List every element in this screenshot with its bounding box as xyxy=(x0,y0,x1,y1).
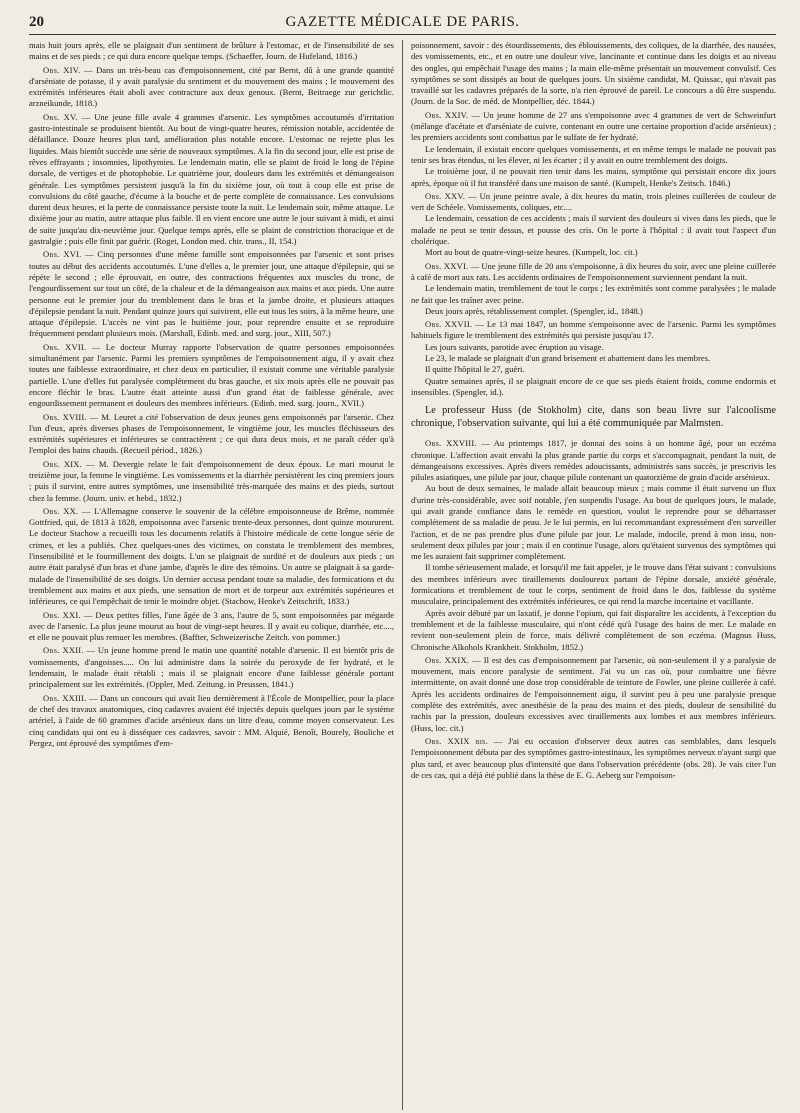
observation-paragraph xyxy=(29,65,394,110)
paragraph-text: — L'Allemagne conserve le souvenir de la célèbre empoisonneuse de Brême, nommée Gottfried, qui, de 1813 à 1828, empoisonna avec l'arsenic trente-deux personnes, dont quinze moururent. Le docteur Stachow a recueilli tous les documents relatifs à l'histoire médicale de cette longue série de crimes, et les a publiés. Chez quelques-unes des victimes, on constata le tremblement des membres, l'insensibilité et le fourmillement des doigts. L'un se plaignait de surdité et de douleurs aux pieds ; un autre était paralysé d'un bras et d'une jambe, d'après le dire des témoins. Un autre se plaignait à sa garde-malade de l'insensibilité de ses doigts. Un dernier accusa pendant toute sa maladie, des formications et du tremblement aux mains et aux pieds, une sensation de mort et de torpeur aux extrémités supérieures et inférieures, ce qui l'empêchait de tenir le moindre objet. (Stachow, Henke's Zeitschrift, 1833.) xyxy=(29,505,394,607)
paragraph-text: Mort au bout de quatre-vingt-seize heures. (Kumpelt, loc. cit.) xyxy=(425,247,638,258)
text-paragraph xyxy=(411,144,776,167)
paragraph-text: — Deux petites filles, l'une âgée de 3 ans, l'autre de 5, sont empoisonnées par mégarde avec de l'arsenic. La plus jeune mourut au bout de vingt-sept heures. Il y avait eu colique, diarrhée, etc...., et elle ne pouvait plus remuer les membres. (Baffter, Schweizerische Zeitch. von pommer.) xyxy=(29,609,394,643)
observation-paragraph xyxy=(29,342,394,410)
paragraph-text: — Un jeune homme prend le matin une quantité notable d'arsenic. Il est bientôt pris de vomissements, d'angoisses..... On lui administre dans la soirée du peroxyde de fer hydraté, et le lendemain, le malade était rétabli ; mais il se plaignait encore d'une faiblesse générale portant principalement sur les extrémités. (Oppler, Med. Zeitung. in Preussen, 1841.) xyxy=(29,645,394,690)
paragraph-text: — Cinq personnes d'une même famille sont empoisonnées par l'arsenic et sont prises toutes au début des accidents accoutumés. L'une d'elles a, le premier jour, une attaque d'épilepsie, qui se répète le second ; elle éprouvait, en outre, des contractions fréquentes aux muscles du tronc, de l'engourdissement sur tout un côté, de la chaleur et de la démangeaison aux mains et aux pieds. Une autre personne eut le premier jour du tremblement dans le bras et la jambe droite, et plusieurs attaques d'épilepsie pendant la nuit. Pendant quinze jours qui suivirent, elle eut tous les soirs, à la même heure, une attaque d'épilepsie. L'accès ne vint pas le huitième jour, pour reprendre ensuite et se reproduire fréquemment pendant plusieurs mois. (Marshall, Edinb. med. and surg. jour., XIII, 507.) xyxy=(29,249,394,339)
paragraph-text: Deux jours après, rétablissement complet. (Spengler, id., 1848.) xyxy=(425,305,643,316)
paragraph-text: — Un jeune homme de 27 ans s'empoisonne avec 4 grammes de vert de Schweinfurt (mélange d'acétate et d'arséniate de cuivre, contenant en outre une certaine proportion d'acide arsénieux) ; les premiers accidents sont combattus par le sulfate de fer hydraté. xyxy=(411,109,776,143)
paragraph-text: Le 23, le malade se plaignait d'un grand brisement et abattement dans les membres. xyxy=(425,353,711,364)
observation-paragraph xyxy=(29,610,394,644)
observation-label: Obs. XXVII. xyxy=(425,319,473,330)
paragraph-text: Le troisième jour, il ne pouvait rien tenir dans les mains, symptôme qui persistait encore dix jours après, époque où il fut transféré dans une maison de santé. (Kumpelt, Henke's Zeitsch. 1846.) xyxy=(411,166,776,188)
paragraph-text: Le professeur Huss (de Stokholm) cite, dans son beau livre sur l'alcoolisme chronique, l'observation suivante, qui lui a été communiquée par Malmsten. xyxy=(411,405,776,430)
text-paragraph xyxy=(411,376,776,399)
paragraph-text: Les jours suivants, parotide avec éruption au visage. xyxy=(425,341,604,352)
paragraph-text: — Une jeune fille avale 4 grammes d'arsenic. Les symptômes accoutumés d'irritation gastro-intestinale se produisent bientôt. Au bout de vingt-quatre heures, rémission notable, accidentée de défaillance. Douze heures plus tard, amélioration plus notable encore. L'estomac ne rejette plus les liquides. Mais bientôt succède une série de nouveaux symptômes. A la fin du second jour, elle est prise de rêves effrayants ; insomnies, lipothymies. Le lendemain matin, elle se plaint de froid le long de l'épine dorsale, de vertiges et de photophobie. Le quatrième jour, douleurs dans les extrémités et démangeaison générale. Les symptômes persistent jusqu'à la fin du sixième jour, où tout à coup elle est prise de convulsions du côté gauche, d'écume à la bouche et de perte complète de connaissance. Les convulsions durent deux heures, et la perte de connaissance persiste toute la nuit. Le lendemain soir, même attaque. Le dixième jour au matin, autre attaque plus faible. Il en vient encore une autre le jour suivant à midi, et ainsi de suite jusqu'au dix-neuvième jour. Quelque temps après, elle se plaint de constriction thoracique et de gastralgie ; puis elle finit par guérir. (Roget, London med. chir. trans., II, 154.) xyxy=(29,111,394,247)
observation-label: Obs. XVIII. xyxy=(43,411,87,422)
page-header xyxy=(29,14,776,35)
observation-label: Obs. XXIV. xyxy=(425,109,469,120)
observation-label: Obs. XV. xyxy=(43,111,78,122)
journal-title: GAZETTE MÉDICALE DE PARIS. xyxy=(285,14,520,30)
paragraph-text: — Le 13 mai 1847, un homme s'empoisonne avec de l'arsenic. Parmi les symptômes habituels figure le tremblement des extrémités qui persiste jusqu'au 17. xyxy=(411,319,776,341)
text-paragraph xyxy=(411,40,776,108)
paragraph-text: Après avoir débuté par un laxatif, je donne l'opium, qui fait disparaître les accidents, à l'exception du tremblement et de la faiblesse musculaire, qui n'ont cédé qu'à l'usage des bains de mer. Le malade en revient non-seulement plein de force, mais délivré complétement de son eczéma. (Magnus Huss, Chronische Alkohols Krankheit. Stokholm, 1852.) xyxy=(411,607,776,652)
paragraph-text: Le lendemain, cessation de ces accidents ; mais il survient des douleurs si vives dans les pieds, que le malade ne peut se tenir dessus, et pousse des cris. On le porte à l'hôpital : il avait tout l'aspect d'un cholérique. xyxy=(411,213,776,247)
paragraph-text: Le lendemain, il existait encore quelques vomissements, et en même temps le malade ne pouvait pas tenir ses bras étendus, ni les élever, ni les écarter ; il y avait en outre tremblement des doigts. xyxy=(411,143,776,165)
observation-paragraph xyxy=(411,319,776,342)
text-paragraph xyxy=(411,608,776,653)
paragraph-text: Quatre semaines après, il se plaignait encore de ce que ses pieds étaient froids, comme endormis et insensibles. (Spengler, id.). xyxy=(411,375,776,397)
column-divider xyxy=(402,40,403,1110)
observation-paragraph xyxy=(411,110,776,144)
text-paragraph xyxy=(411,404,776,430)
text-paragraph xyxy=(411,213,776,247)
observation-paragraph xyxy=(29,249,394,339)
text-paragraph xyxy=(411,166,776,189)
text-paragraph xyxy=(29,40,394,63)
text-paragraph xyxy=(411,283,776,306)
paragraph-text: mais huit jours après, elle se plaignait d'un sentiment de brûlure à l'estomac, et de l'insensibilité de ses mains et de ses pieds ; ce qui dura encore quelque temps. (Schaeffer, Journ. de Hufeland, 1816.) xyxy=(29,40,394,62)
text-paragraph xyxy=(411,483,776,562)
paragraph-text: — M. Devergie relate le fait d'empoisonnement de deux époux. Le mari mourut le treizième jour, la femme le vingtième. Les vomissements et la diarrhée persistèrent les cinq premiers jours ; puis il survint, entre autres symptômes, une insensibilité très-marquée des mains et des pieds, surtout chez la femme. (Journ. univ. et hebd., 1832.) xyxy=(29,458,394,503)
observation-label: Obs. XXV. xyxy=(425,190,466,201)
paragraph-text: — J'ai eu occasion d'observer deux autres cas semblables, dans lesquels l'empoisonnement débuta par des symptômes gastro-intestinaux, les symptômes nerveux n'ayant surgi que plus tard, et avec beaucoup plus d'intensité que dans l'observation précédente (obs. 28). Je vais citer l'un de ces cas, qui a déjà été publié dans la thèse de E. G. Aeberg sur l'empoison- xyxy=(411,735,776,780)
paragraph-text: Le lendemain matin, tremblement de tout le corps ; les extrémités sont comme paralysées ; le malade ne fait que les traîner avec peine. xyxy=(411,283,776,305)
observation-paragraph xyxy=(411,655,776,734)
paragraph-text: Il quitte l'hôpital le 27, guéri. xyxy=(425,364,525,375)
observation-label: Obs. XIX. xyxy=(43,458,82,469)
text-paragraph xyxy=(411,306,776,317)
observation-label: Obs. XXIII. xyxy=(43,692,87,703)
observation-paragraph xyxy=(29,112,394,248)
observation-paragraph xyxy=(29,645,394,690)
observation-label: Obs. XXI. xyxy=(43,609,81,620)
observation-paragraph xyxy=(411,191,776,214)
page-number: 20 xyxy=(29,14,44,30)
observation-paragraph xyxy=(29,459,394,504)
text-paragraph xyxy=(411,364,776,375)
observation-paragraph xyxy=(411,261,776,284)
observation-paragraph xyxy=(29,693,394,749)
text-paragraph xyxy=(411,342,776,353)
text-paragraph xyxy=(411,353,776,364)
paragraph-text: — M. Leuret a cité l'observation de deux jeunes gens empoisonnés par l'arsenic. Chez l'un d'eux, après diverses phases de l'empoisonnement, le vingtième jour, les muscles fléchisseurs des extrémités supérieures et inférieures se contractèrent ; ce qui dura deux mois, et ne paraît céder qu'à l'emploi des bains chauds. (Recueil périod., 1826.) xyxy=(29,411,394,456)
paragraph-text: — Un jeune peintre avale, à dix heures du matin, trois pleines cuillerées de couleur de vert de Schéele. Vomissements, coliques, etc.... xyxy=(411,190,776,213)
observation-label: Obs. XXVIII. xyxy=(425,438,477,449)
paragraph-text: poisonnement, savoir : des étourdissements, des éblouissements, des coliques, de la diarrhée, des nausées, des vomissements, etc., et en outre une douleur vive, lancinante et continue dans les doigts et au niveau des ongles, qui empêchait l'usage des mains ; la main elle-même présentait un mouvement convulsif. Ces symptômes se sont dissipés au bout de quelques jours. Un sixième candidat, M. Quissac, qui n'avait pas travaillé sur les cadavres préparés de la sorte, n'a rien éprouvé de pareil. Le concours a dû être suspendu. (Journ. de la Soc. de méd. de Montpellier, déc. 1844.) xyxy=(411,40,776,107)
observation-label: Obs. XXIX bis. xyxy=(425,735,488,746)
paragraph-text: Il tombe sérieusement malade, et lorsqu'il me fait appeler, je le trouve dans l'état suivant : convulsions des membres inférieurs avec tiraillements douloureux partant de l'épine dorsale, anxiété générale, formications et tremblement de tout le corps, sentiment de froid dans le dos, faiblesse du système musculaire, principalement des extrémités inférieures, ce qui rend la marche incertaine et vacillante. xyxy=(411,562,776,607)
paragraph-text: Au bout de deux semaines, le malade allait beaucoup mieux ; mais comme il était survenu un flux d'urine très-considérable, avec soif notable, j'en suspendis l'usage. Au bout de quelques jours, le malade, qui avait grande confiance dans le remède en question, voulut le reprendre pour se débarrasser complétement de sa maladie de peau. Je le lui permis, en lui recommandant expressément d'en surveiller l'action, et de ne pas prendre plus d'une pilule par jour. Le malade, indocile, prend à mon insu, non-seulement deux pilules par jour ; mais il en continue l'usage, alors qu'étaient survenus des symptômes qui me les auraient fait supprimer complétement. xyxy=(411,483,776,562)
paragraph-text: — Le docteur Murray rapporte l'observation de quatre personnes empoisonnées simultanément par l'arsenic. Parmi les premiers symptômes de l'empoisonnement aigu, il y avait chez toutes une faiblesse extraordinaire, et chez deux en particulier, il existait comme une véritable paralysie partielle. L'une d'elles fut paralysée complétement du bras gauche, et six mois après elle ne pouvait pas encore fléchir le bras. L'autre était atteinte aussi d'un grand état de faiblesse générale, avec engourdissement permanent et douleurs des membres inférieurs. (Edinb. med. surg. journ., XVII.) xyxy=(29,341,394,409)
observation-paragraph xyxy=(411,438,776,483)
paragraph-text: — Une jeune fille de 20 ans s'empoisonne, à dix heures du soir, avec une pleine cuillerée à café de mort aux rats. Les accidents ordinaires de l'empoisonnement surviennent pendant la nuit. xyxy=(411,260,776,282)
text-paragraph xyxy=(411,562,776,607)
observation-label: Obs. XXII. xyxy=(43,645,84,656)
paragraph-text: — Dans un très-beau cas d'empoisonnement, cité par Bernt, dû à une grande quantité d'arséniate de potasse, il y avait paralysie du sentiment et du mouvement des mains ; le mouvement des extrémités inférieures était aboli avec contracture aux deux genoux. (Bernt, Beitraege zur gerichtlic. arzneikunde, 1818.) xyxy=(29,64,394,109)
text-paragraph xyxy=(411,247,776,258)
paragraph-text: — Dans un concours qui avait lieu dernièrement à l'École de Montpellier, pour la place de chef des travaux anatomiques, cinq cadavres avaient été injectés depuis quelques jours par le système artériel, à l'aide de 60 grammes d'acide arsénieux dans un litre d'eau, comme moyen conservateur. Les cinq candidats qui ont eu à disséquer ces cadavres, savoir : MM. Alquié, Benoît, Bourely, Bouliche et Pergez, ont éprouvé des symptômes d'em- xyxy=(29,692,394,748)
paragraph-text: — Au printemps 1817, je donnai des soins à un homme âgé, pour un eczéma chronique. L'affection avait envahi la plus grande partie du corps et s'accompagnait, pendant la nuit, de démangeaisons excessives. Après divers remèdes adoucissants, administrés sans succès, je prescrivis les pilules asiatiques, une pilule par jour, chaque pilule contenant un quatorzième de grain d'acide arsénieux. xyxy=(411,438,776,483)
observation-label: Obs. XVI. xyxy=(43,249,82,260)
observation-paragraph xyxy=(29,412,394,457)
two-column-body xyxy=(29,40,776,1110)
paragraph-text: — Il est des cas d'empoisonnement par l'arsenic, où non-seulement il y a paralysie de mouvement, mais encore paralysie de sentiment. J'ai vu un cas où, pour combattre une fièvre intermittente, on avait donné une dose trop considérable de teinture de Fowler, une pleine cuillerée à café. Après les accidents ordinaires de l'empoisonnement aigu, il survint peu à peu une paralysie presque complète des extrémités, avec anesthésie de la peau des mains et des pieds, douleur de sensibilité du rachis par la pression, douleurs excessives avec tiraillements aux lombes et aux membres inférieurs. (Huss, loc. cit.) xyxy=(411,654,776,733)
observation-label: Obs. XXVI. xyxy=(425,260,469,271)
right-column xyxy=(411,40,776,1110)
observation-label: Obs. XXIX. xyxy=(425,654,470,665)
observation-paragraph xyxy=(411,736,776,781)
observation-label: Obs. XX. xyxy=(43,505,79,516)
observation-paragraph xyxy=(29,506,394,608)
left-column xyxy=(29,40,394,1110)
observation-label: Obs. XVII. xyxy=(43,341,87,352)
observation-label: Obs. XIV. xyxy=(43,64,81,75)
